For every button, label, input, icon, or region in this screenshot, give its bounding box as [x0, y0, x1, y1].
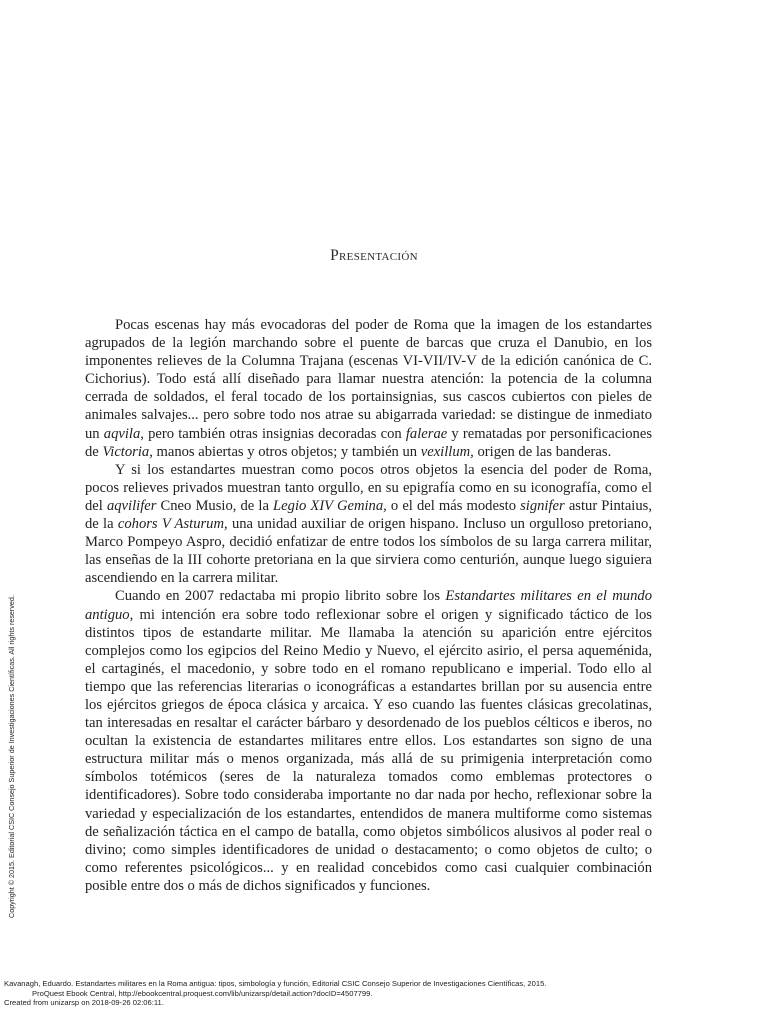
text-run: astur Pintaius, de la — [85, 497, 652, 533]
text-run: Cneo Musio, de la — [156, 497, 274, 514]
italic-term: Legio XIV Gemina, — [273, 497, 387, 514]
italic-term: aqvila — [103, 425, 141, 442]
text-run: , una unidad auxiliar de origen hispano. Incluso un orgulloso pretoriano, Marco Pompeyo Aspro, decidió enfatizar de entre todos los símbolos de su larga carrera militar, las enseñas de la III cohorte pretoriana en la que sirviera como centurión, aunque luego siguiera ascendiendo en la carrera militar. — [85, 516, 652, 587]
body-text — [85, 316, 652, 895]
paragraph — [85, 316, 652, 461]
citation-footer — [4, 979, 764, 1008]
italic-term: falerae — [405, 425, 448, 442]
text-run: , pero también otras insignias decoradas con — [140, 425, 406, 442]
paragraph — [85, 587, 652, 895]
citation-line: Kavanagh, Eduardo. Estandartes militares en la Roma antigua: tipos, simbología y función, Editorial CSIC Consejo Superior de Investigaciones Científicas, 2015. — [4, 979, 547, 988]
text-run: , mi intención era sobre todo reflexionar sobre el origen y significado táctico de los distintos tipos de estandarte militar. Me llamaba la atención su aparición entre ejércitos complejos como los egipcios del Reino Medio y Nuevo, el ejército asirio, el persa aqueménida, el cartaginés, el macedonio, y sobre todo en el romano republicano e imperial. Todo ello al tiempo que las referencias literarias o iconográficas a estandartes brillan por su ausencia entre los ejércitos griegos de época clásica y arcaica. Y eso cuando las fuentes clásicas grecolatinas, tan interesadas en resaltar el carácter bárbaro y desordenado de los pueblos célticos e iberos, no ocultan la existencia de estandartes militares entre ellos. Los estandartes son signo de una estructura militar más o menos organizada, más allá de su primigenia interpretación como símbolos totémicos (seres de la naturaleza tomados como emblemas protectores o identificadores). Sobre todo consideraba importante no dar nada por hecho, reflexionar sobre la variedad y especialización de los estandartes, entendidos de manera multiforme como sistemas de señalización táctica en el campo de batalla, como objetos simbólicos alusivos al poder real o divino; como simples identificadores de unidad o destacamento; o como objetos de culto; o como referentes psicológicos... y en realidad concebidos como casi cualquier combinación posible entre dos o más de dichos significados y funciones. — [85, 606, 652, 894]
italic-term: signifer — [520, 497, 565, 514]
source-url-line: ProQuest Ebook Central, http://ebookcentral.proquest.com/lib/unizarsp/detail.action?docID=4507799. — [32, 988, 373, 998]
page-title: Presentación — [330, 247, 418, 264]
paragraph — [85, 461, 652, 588]
italic-term: aqvilifer — [106, 497, 157, 514]
created-line: Created from unizarsp on 2018-09-26 02:06:11. — [4, 998, 164, 1008]
text-run: Y si los estandartes muestran como pocos otros objetos la esencia del poder de Roma, pocos relieves privados muestran tanto orgullo, en su epigrafía como en su iconografía, como el del — [85, 461, 652, 514]
text-run: origen de las banderas. — [473, 443, 612, 460]
text-run: Cuando en 2007 redactaba mi propio librito sobre los — [115, 588, 446, 605]
text-run: , manos abiertas y otros objetos; y también un — [149, 443, 421, 460]
italic-term: Estandartes militares en el mundo antiguo — [85, 588, 652, 623]
text-run: y rematadas por personificaciones de — [85, 425, 652, 460]
text-run: o el del más modesto — [386, 497, 521, 514]
italic-term: Victoria — [102, 443, 150, 460]
text-run: Pocas escenas hay más evocadoras del poder de Roma que la imagen de los estandartes agrupados de la legión marchando sobre el puente de barcas que cruza el Danubio, en los imponentes relieves de la Columna Trajana (escenas VI-VII/IV-V de la edición canónica de C. Cichorius). Todo está allí diseñado para llamar nuestra atención: la potencia de la columna cerrada de soldados, el feral tocado de los portainsignias, sus cascos cubiertos con pieles de animales salvajes... pero sobre todo nos atrae su abigarrada variedad: se distingue de inmediato un — [85, 317, 652, 442]
italic-term: vexillum, — [420, 443, 474, 460]
italic-term: cohors V Asturum — [117, 516, 225, 533]
copyright-notice: Copyright © 2015. Editorial CSIC Consejo Superior de Investigaciones Científicas. All rights reserved. — [7, 595, 16, 918]
